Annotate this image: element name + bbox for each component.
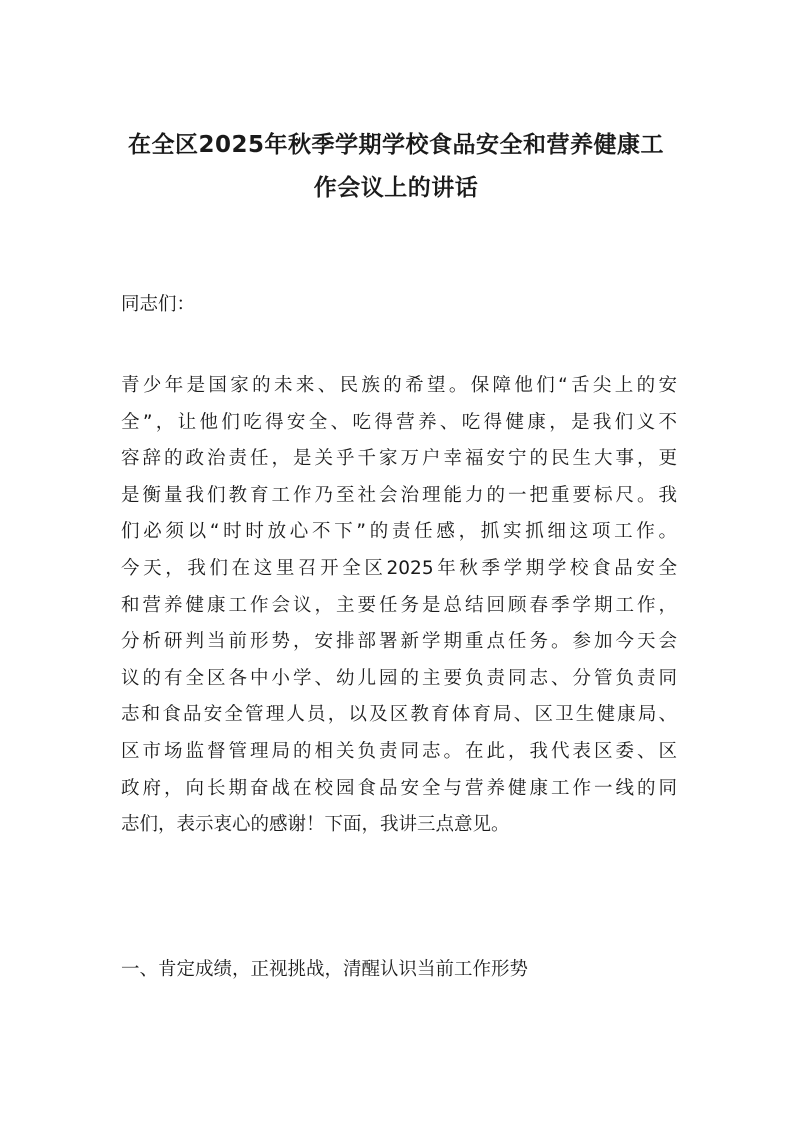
paragraph-line: 容辞的政治责任，是关乎千家万户幸福安宁的民生大事，更: [121, 448, 677, 470]
paragraph-line: 志和食品安全管理人员，以及区教育体育局、区卫生健康局、: [121, 704, 677, 726]
salutation: 同志们：: [121, 294, 196, 315]
paragraph-line: 是衡量我们教育工作乃至社会治理能力的一把重要标尺。我: [121, 484, 677, 506]
paragraph-line: 和营养健康工作会议，主要任务是总结回顾春季学期工作，: [121, 594, 677, 616]
section-heading: 一、肯定成绩，正视挑战，清醒认识当前工作形势: [121, 959, 529, 980]
opening-paragraph: [121, 368, 677, 844]
paragraph-line: 区市场监督管理局的相关负责同志。在此，我代表区委、区: [121, 740, 677, 762]
paragraph-line: 政府，向长期奋战在校园食品安全与营养健康工作一线的同: [121, 777, 677, 799]
title-line: 作会议上的讲话: [313, 175, 479, 201]
paragraph-line: 们必须以“时时放心不下”的责任感，抓实抓细这项工作。: [121, 521, 677, 543]
paragraph-line: 青少年是国家的未来、民族的希望。保障他们“舌尖上的安: [121, 375, 677, 396]
paragraph-line: 议的有全区各中小学、幼儿园的主要负责同志、分管负责同: [121, 667, 677, 689]
paragraph-line: 志们，表示衷心的感谢！下面，我讲三点意见。: [121, 814, 510, 836]
document-title: [118, 124, 674, 210]
paragraph-line: 今天，我们在这里召开全区2025年秋季学期学校食品安全: [121, 557, 677, 579]
paragraph-line: 全”，让他们吃得安全、吃得营养、吃得健康，是我们义不: [121, 411, 677, 433]
paragraph-line: 分析研判当前形势，安排部署新学期重点任务。参加今天会: [121, 631, 677, 653]
title-line: 在全区2025年秋季学期学校食品安全和营养健康工: [127, 132, 664, 158]
